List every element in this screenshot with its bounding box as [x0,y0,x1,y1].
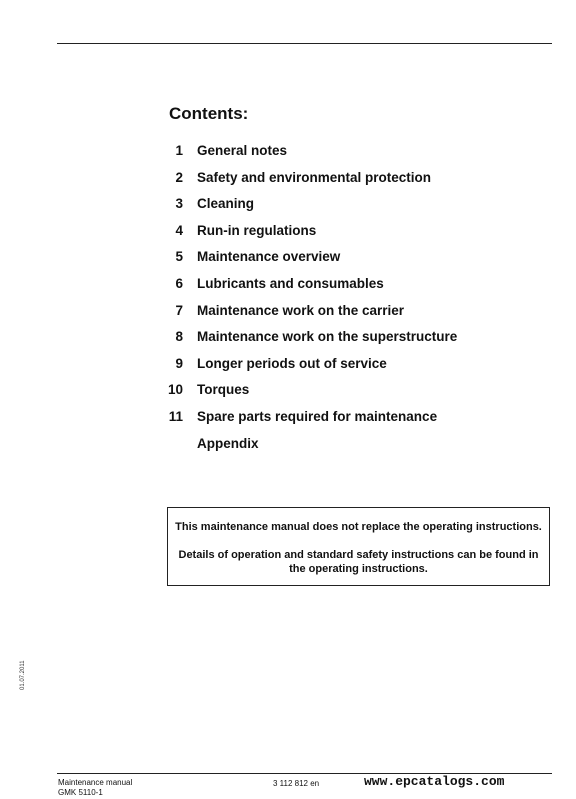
toc-item-label: Maintenance work on the carrier [197,302,405,318]
toc-item-number: 8 [175,329,183,345]
toc-item-number: 11 [168,408,183,424]
toc-item-number: 9 [175,355,183,371]
toc-item-number: 10 [167,382,183,398]
toc-item[interactable] [166,382,546,409]
toc-item[interactable] [166,276,546,303]
footer-model: GMK 5110-1 [58,788,103,797]
toc-item-label: Cleaning [197,196,255,212]
header-rule [57,43,552,44]
toc-item-label: Torques [197,382,250,398]
toc-item[interactable] [166,329,546,356]
toc-item-label: General notes [197,143,288,158]
watermark-url[interactable]: www.epcatalogs.com [364,774,505,789]
toc-item-number: 6 [175,275,183,291]
toc-item-number: 2 [175,169,183,185]
footer-doc-info [58,778,132,798]
toc-item[interactable] [166,356,546,383]
toc-item-label: Maintenance work on the superstructure [197,329,458,345]
toc-item-number: 1 [175,143,183,158]
toc-item-label: Appendix [197,435,259,451]
toc-item[interactable] [166,196,546,223]
footer-doc-type: Maintenance manual [58,778,133,787]
toc-item-number: 4 [175,222,183,238]
toc-item[interactable] [166,303,546,330]
toc-item-label: Longer periods out of service [197,355,387,371]
notice-box [167,507,550,586]
page-title: Contents: [169,104,249,123]
notice-line-1: This maintenance manual does not replace the operating instructions. [175,521,542,533]
notice-line-2: Details of operation and standard safety instructions can be found in the operating instructions. [178,549,539,575]
toc-item-label: Safety and environmental protection [197,169,432,185]
toc-item[interactable] [166,170,546,197]
toc-item-appendix[interactable] [166,436,546,463]
side-date: 01.07.2011 [20,660,26,690]
toc-item-number: 7 [175,302,183,318]
footer-doc-code: 3 112 812 en [273,779,320,788]
toc-item-label: Maintenance overview [197,249,341,265]
toc-item[interactable] [166,143,546,170]
toc-item-label: Spare parts required for maintenance [197,408,438,424]
toc-item-number: 3 [175,196,183,212]
toc-item[interactable] [166,249,546,276]
toc-item[interactable] [166,223,546,250]
toc-item-label: Run-in regulations [197,222,317,238]
table-of-contents [166,143,546,462]
toc-item-label: Lubricants and consumables [197,275,384,291]
toc-item-number: 5 [175,249,183,265]
toc-item[interactable] [166,409,546,436]
